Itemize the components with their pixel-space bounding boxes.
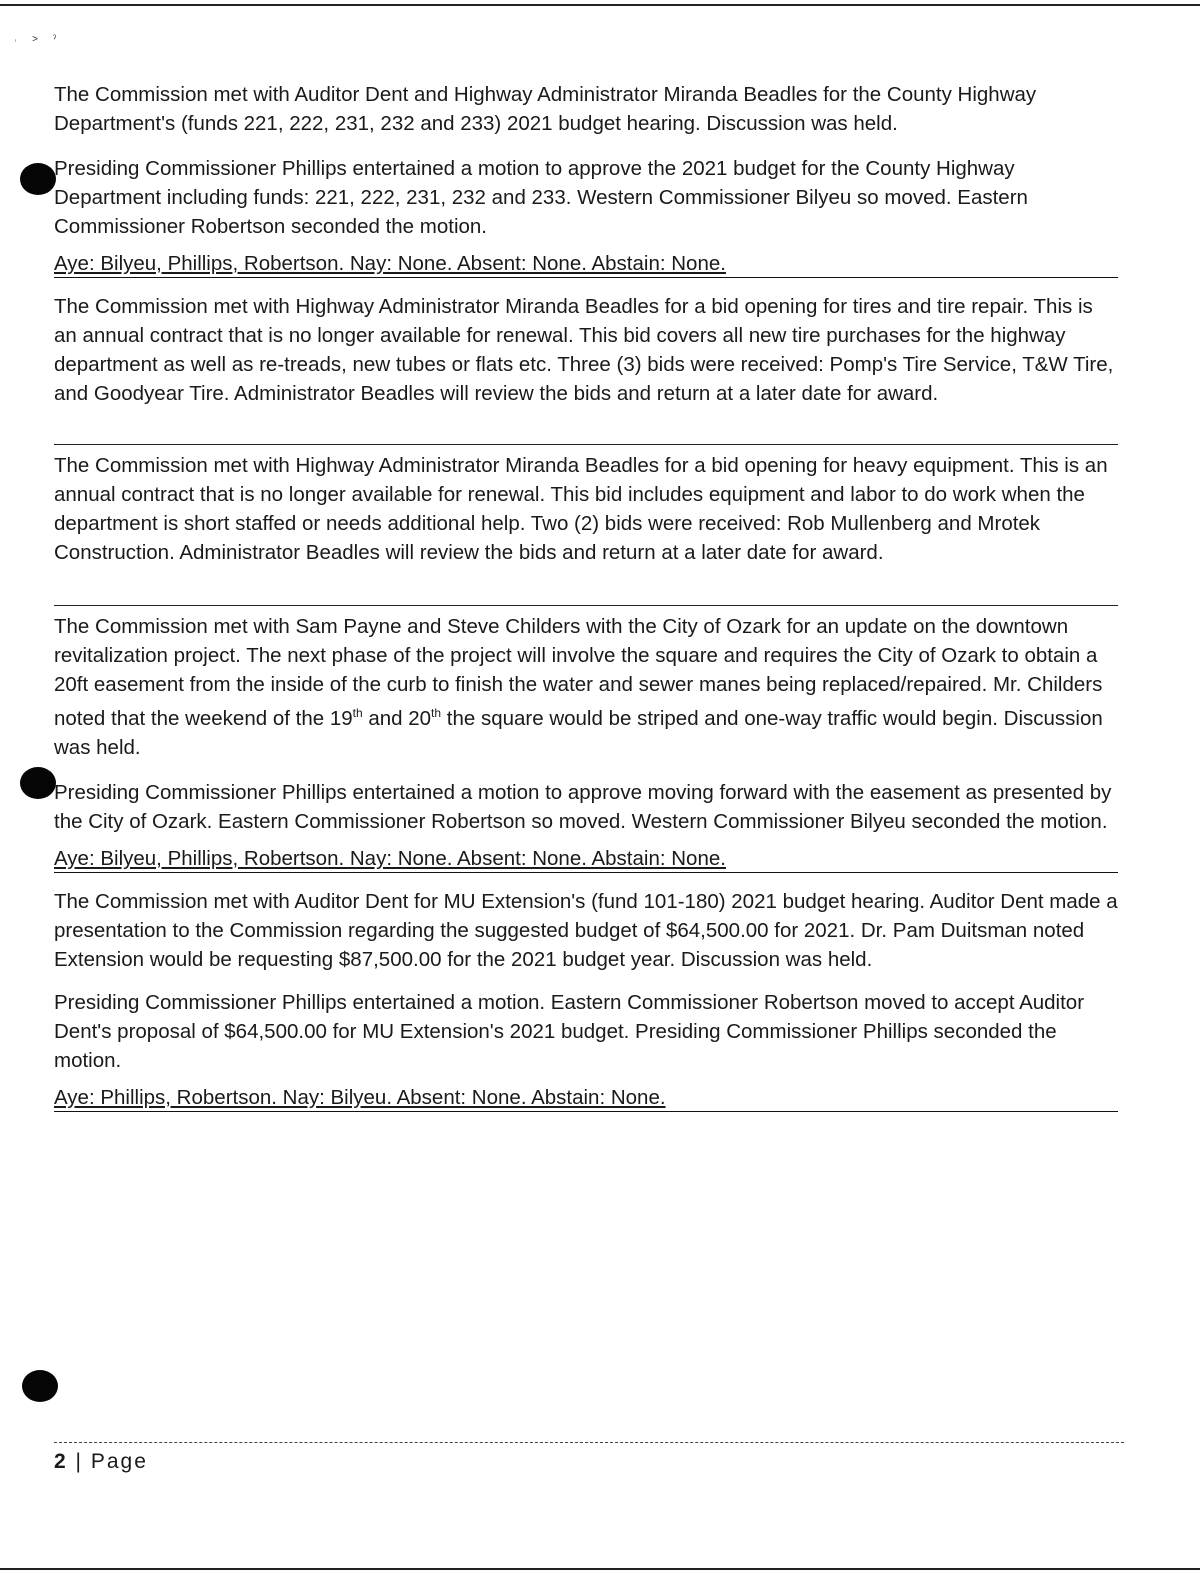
page-number: 2 xyxy=(54,1450,68,1473)
page-label: Page xyxy=(90,1450,148,1473)
highway-budget-motion-paragraph: Presiding Commissioner Phillips entertained a motion to approve the 2021 budget for the County Highway Department including funds: 221, 222, 231, 232 and 233. Western Commissioner Bilyeu so moved. Eastern Commissioner Robertson seconded the motion. xyxy=(54,157,1028,238)
tire-bid-paragraph: The Commission met with Highway Administrator Miranda Beadles for a bid opening for tires and tire repair. This is an annual contract that is no longer available for renewal. This bid covers all new tire purchases for the highway department as well as re-treads, new tubes or flats etc. Three (3) bids were received: Pomp's Tire Service, T&W Tire, and Goodyear Tire. Administrator Beadles will review the bids and return at a later date for award. xyxy=(54,295,1114,405)
vote-record-highway-budget: Aye: Bilyeu, Phillips, Robertson. Nay: None. Absent: None. Abstain: None. xyxy=(54,251,1118,278)
punch-hole-bottom xyxy=(22,1370,58,1402)
page-separator: | xyxy=(75,1450,83,1473)
bottom-border-line xyxy=(0,1568,1200,1570)
highway-budget-hearing-paragraph: The Commission met with Auditor Dent and Highway Administrator Miranda Beadles for the County Highway Department's (funds 221, 222, 231, 232 and 233) 2021 budget hearing. Discussion was held. xyxy=(54,83,1037,135)
minutes-body xyxy=(54,80,1118,1112)
punch-hole-top xyxy=(20,163,56,195)
heavy-equipment-bid-paragraph: The Commission met with Highway Administrator Miranda Beadles for a bid opening for heavy equipment. This is an annual contract that is no longer available for renewal. This bid includes equipment and labor to do work when the department is short staffed or needs additional help. Two (2) bids were received: Rob Mullenberg and Mrotek Construction. Administrator Beadles will review the bids and return at a later date for award. xyxy=(54,454,1108,564)
section-divider xyxy=(54,444,1118,445)
footer-divider xyxy=(54,1442,1124,1443)
ozark-revitalization-paragraph: The Commission met with Sam Payne and Steve Childers with the City of Ozark for an update on the downtown revitalization project. The next phase of the project will involve the square and requires the City of Ozark to obtain a 20ft easement from the inside of the curb to finish the water and sewer manes being replaced/repaired. Mr. Childers noted that the weekend of the 19th and 20th the square would be striped and one-way traffic would begin. Discussion was held. xyxy=(54,615,1103,759)
mu-extension-motion-paragraph: Presiding Commissioner Phillips entertained a motion. Eastern Commissioner Robertson moved to accept Auditor Dent's proposal of $64,500.00 for MU Extension's 2021 budget. Presiding Commissioner Phillips seconded the motion. xyxy=(54,990,1085,1072)
page-footer xyxy=(54,1450,148,1474)
mu-extension-hearing-paragraph: The Commission met with Auditor Dent for MU Extension's (fund 101-180) 2021 budget hearing. Auditor Dent made a presentation to the Commission regarding the suggested budget of $64,500.00 for 2021. Dr. Pam Duitsman noted Extension would be requesting $87,500.00 for the 2021 budget year. Discussion was held. xyxy=(54,889,1118,971)
top-border-line xyxy=(0,4,1200,6)
vote-record-easement: Aye: Bilyeu, Phillips, Robertson. Nay: None. Absent: None. Abstain: None. xyxy=(54,846,1118,873)
punch-hole-middle xyxy=(20,767,56,799)
easement-motion-paragraph: Presiding Commissioner Phillips entertained a motion to approve moving forward with the easement as presented by the City of Ozark. Eastern Commissioner Robertson so moved. Western Commissioner Bilyeu seconded the motion. xyxy=(54,780,1112,833)
vote-record-mu-extension: Aye: Phillips, Robertson. Nay: Bilyeu. Absent: None. Abstain: None. xyxy=(54,1085,1118,1112)
scan-specks: ˒ ˃ ˀ xyxy=(14,34,63,45)
section-divider xyxy=(54,605,1118,606)
